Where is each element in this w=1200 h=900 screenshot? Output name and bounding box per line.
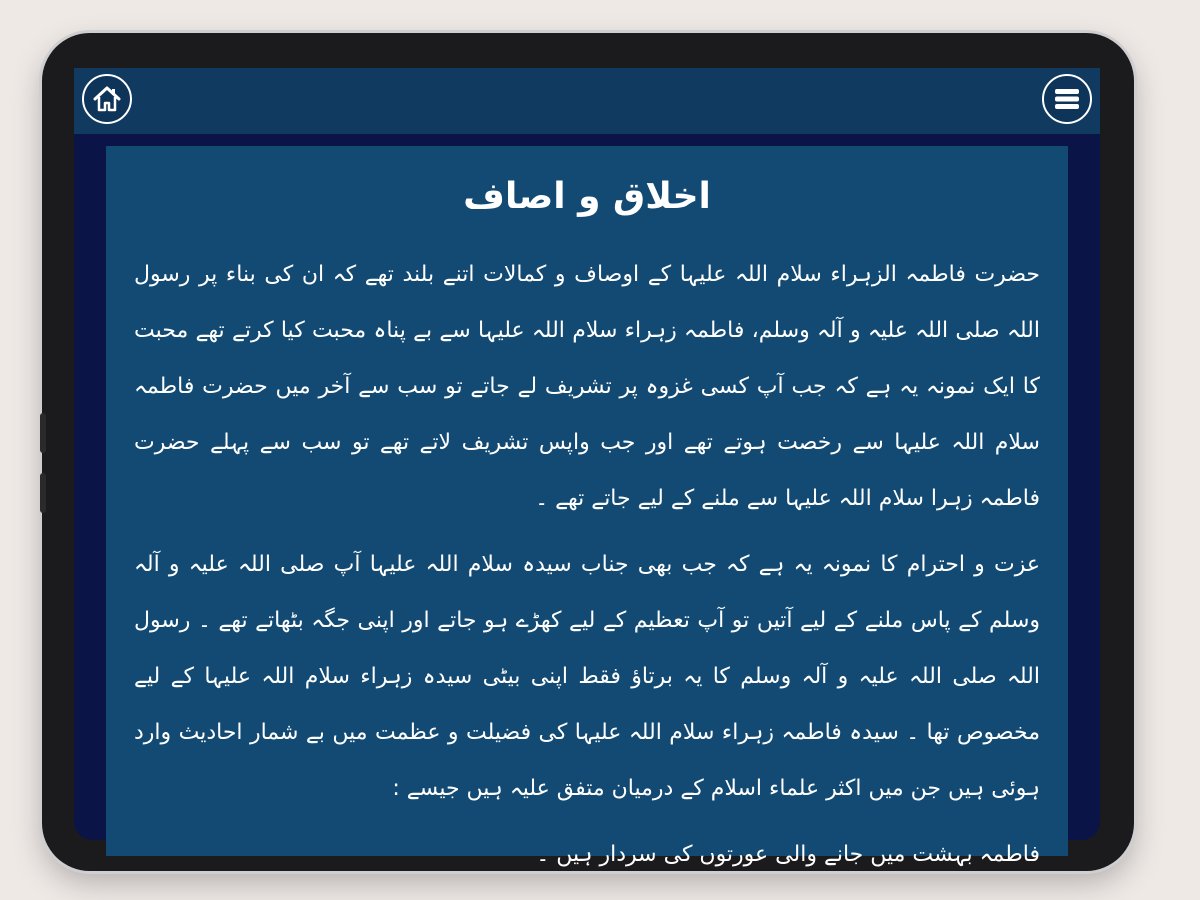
app-bar [74,68,1100,134]
article-paragraph: حضرت فاطمہ الزہراء سلام اللہ علیہا کے اوصاف و کمالات اتنے بلند تھے کہ ان کی بناء پر رسول اللہ صلی اللہ علیہ و آلہ وسلم، فاطمہ زہراء سلام اللہ علیہا سے بے پناہ محبت کیا کرتے تھے محبت کا ایک نمونہ یہ ہے کہ جب آپ کسی غزوہ پر تشریف لے جاتے تو سب سے آخر میں حضرت فاطمہ سلام اللہ علیہا سے رخصت ہوتے تھے اور جب واپس تشریف لاتے تھے تو سب سے پہلے حضرت فاطمہ زہرا سلام اللہ علیہا سے ملنے کے لیے جاتے تھے ۔ [134,261,1040,511]
tablet-side-button [40,413,46,453]
article-paragraph: عزت و احترام کا نمونہ یہ ہے کہ جب بھی جناب سیدہ سلام اللہ علیہا آپ صلی اللہ علیہ و آلہ وسلم کے پاس ملنے کے لیے آتیں تو آپ تعظیم کے لیے کھڑے ہو جاتے اور اپنی جگہ بٹھاتے تھے ۔ رسول اللہ صلی اللہ علیہ و آلہ وسلم کا یہ برتاؤ فقط اپنی بیٹی سیدہ زہراء سلام اللہ علیہا کے لیے مخصوص تھا ۔ سیدہ فاطمہ زہراء سلام اللہ علیہا کی فضیلت و عظمت میں بے شمار احادیث وارد ہوئی ہیں جن میں اکثر علماء اسلام کے درمیان متفق علیہ ہیں جیسے : [134,551,1040,801]
article-title: اخلاق و اصاف [463,176,711,217]
home-icon [92,85,122,113]
tablet-side-button [40,473,46,513]
app-screen [74,68,1100,867]
home-button[interactable] [82,74,132,124]
menu-icon [1054,87,1080,111]
article-paragraph: فاطمہ بہشت میں جانے والی عورتوں کی سردار ہیں ۔ [536,841,1040,867]
article-content [106,146,1068,867]
menu-button[interactable] [1042,74,1092,124]
